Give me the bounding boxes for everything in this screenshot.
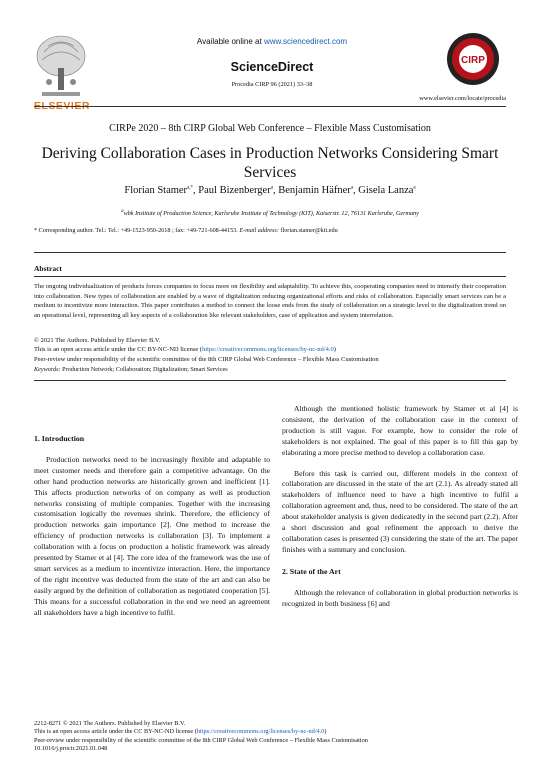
available-online: [100, 37, 444, 46]
author-list: Florian Stamer$^{a,*}$, Paul Bizenberger$^a$, Benjamin Häfner$^a$, Gisela Lanza$^a$: [124, 185, 416, 196]
footer-license: [34, 728, 368, 736]
license-line: [34, 345, 506, 354]
sciencedirect-link[interactable]: www.sciencedirect.com: [263, 37, 348, 46]
journal-header: [100, 37, 444, 88]
license-suffix: ): [333, 346, 336, 354]
corresponding-author: [34, 227, 338, 234]
footer: [34, 720, 368, 754]
license-prefix: This is an open access article under the CC BY-NC-ND license (: [34, 346, 203, 354]
author-name: Paul Bizenberger: [198, 185, 271, 196]
affiliation-mark: a: [121, 208, 124, 214]
keywords-list: Production Network; Collaboration; Digitalization; Smart Services: [60, 366, 228, 373]
journal-url[interactable]: www.elsevier.com/locate/procedia: [419, 95, 506, 102]
affiliation: [34, 210, 506, 217]
footer-peer-review: Peer-review under responsibility of the scientific committee of the 8th CIRP Global Web Conference – Flexible Mass Customisation: [34, 736, 368, 744]
footer-license-link[interactable]: https://creativecommons.org/licenses/by-nc-nd/4.0: [196, 728, 325, 736]
cirp-logo: [446, 32, 500, 86]
abstract-bottom-rule: [34, 380, 506, 381]
footer-issn: 2212-8271 © 2021 The Authors. Published by Elsevier B.V.: [34, 720, 186, 727]
header-rule: [34, 106, 506, 107]
conference-name: CIRPe 2020 – 8th CIRP Global Web Conference – Flexible Mass Customisation: [109, 123, 431, 134]
keywords: [34, 366, 228, 373]
elsevier-wordmark: ELSEVIER: [34, 100, 90, 112]
section-heading-introduction: 1. Introduction: [34, 434, 85, 443]
abstract-text: The ongoing individualization of products forces companies to focus more on flexibility and adaptability. To achieve this, cooperating companies need to intensify their cooperation into collaboration. New types of collaboration are enabled by a wave of digitalization reducing organizational efforts and risks of collaboration. Especially smart services can be a medium to incentivize more interaction. This paper contributes a method to connect the loose ends from the study of collaboration on a strategic level to the digitalization trend on an operational level, representing all key aspects of a collaboration like relevant stakeholders, case of application and system interrelation.: [34, 283, 506, 319]
section-heading-state-of-art: 2. State of the Art: [282, 566, 341, 576]
body-left-column: [34, 434, 270, 619]
cirp-logo-text: CIRP: [461, 55, 485, 66]
available-prefix: Available online at: [196, 37, 264, 46]
author-name: Florian Stamer: [124, 185, 188, 196]
body-right-column: [282, 404, 518, 610]
author-name: Gisela Lanza: [358, 185, 414, 196]
keywords-label: Keywords:: [34, 366, 61, 373]
author-affil-mark: a: [350, 185, 354, 191]
body-paragraph: Although the mentioned holistic framework by Stamer et al [4] is consistent, the derivation of the collaboration case in the context of production is still vague. For example, how to consider the role of stakeholders is not explained. The goal of this paper is to fill this gap by elaborating a more precise method to develop a collaboration case.: [282, 404, 518, 457]
journal-citation: Procedia CIRP 96 (2021) 33–38: [231, 81, 313, 88]
body-paragraph: Before this task is carried out, different models in the context of collaboration are discussed in the state of the art (2.1). As already stated all stakeholders of influence need to have a high incentive to fulfil a collaboration agreement and, thus, need to be considered. The state of the art about stakeholder analysis is given dedicatedly in the second part (2.2). After a short discussion and goal refinement the approach to derive the collaboration cases is presented (3) considering the state of the art. The paper finishes with a summary and conclusion.: [282, 468, 518, 554]
author-affil-mark: a: [270, 185, 273, 191]
abstract-top-rule: [34, 252, 506, 253]
author-name: Benjamin Häfner: [278, 185, 351, 196]
paper-title: Deriving Collaboration Cases in Production Networks Considering Smart Services: [41, 145, 499, 181]
elsevier-tree-logo: [34, 30, 88, 98]
abstract-heading: Abstract: [34, 264, 62, 273]
footer-doi[interactable]: 10.1016/j.procir.2021.01.048: [34, 745, 108, 753]
corresponding-email[interactable]: florian.stamer@kit.edu: [278, 227, 338, 234]
author-affil-mark: a: [413, 185, 416, 191]
abstract-heading-rule: [34, 276, 506, 277]
author-affil-mark: a,*: [187, 185, 194, 191]
body-paragraph: Although the relevance of collaboration in global production networks is recognized in both business [6] and: [282, 587, 518, 608]
peer-review-line: Peer-review under responsibility of the scientific committee of the 8th CIRP Global Web Conference – Flexible Mass Customisation: [34, 355, 379, 363]
email-label: E-mail address:: [239, 227, 279, 234]
footer-license-prefix: This is an open access article under the CC BY-NC-ND license (: [34, 728, 197, 736]
body-paragraph: Production networks need to be increasingly flexible and adaptable to meet customer needs and therefore gain a competitive advantage. On the other hand production networks are historically grown and inefficient [1]. This affects production networks of on company as well as production networks consisting of multiple companies. Together with the increasing customisation logically the revenues shrink. Therefore, the efficiency of production networks gain importance [2]. One method to increase the efficiency of production networks is collaboration [3]. To implement a collaboration with a focus on production a holistic framework was already presented by Stamer et al [4]. The core idea of the framework was the use of smart services as a medium to incentivize interaction. Here, the importance of the right incentive was deducted from the state of the art and can also be easily argued by the definition of collaboration as negotiated cooperation [5]. This means for a successful collaboration in the end we need an agreement all stakeholders have a high incentive to fulfil.: [34, 454, 270, 617]
affiliation-text: wbk Institute of Production Science, Karlsruhe Institute of Technology (KIT), Kaiserstr. 12, 76131 Karlsruhe, Germany: [123, 210, 419, 217]
abstract-meta: [34, 336, 506, 364]
corresponding-contact: * Corresponding author. Tel.: Tel.: +49-1523-950-2618 ; fax: +49-721-608-44153.: [34, 227, 240, 234]
footer-license-suffix: ): [324, 728, 327, 736]
sciencedirect-brand: ScienceDirect: [230, 60, 314, 74]
license-link[interactable]: https://creativecommons.org/licenses/by-nc-nd/4.0: [202, 346, 334, 354]
copyright-line: © 2021 The Authors. Published by Elsevier B.V.: [34, 337, 161, 344]
